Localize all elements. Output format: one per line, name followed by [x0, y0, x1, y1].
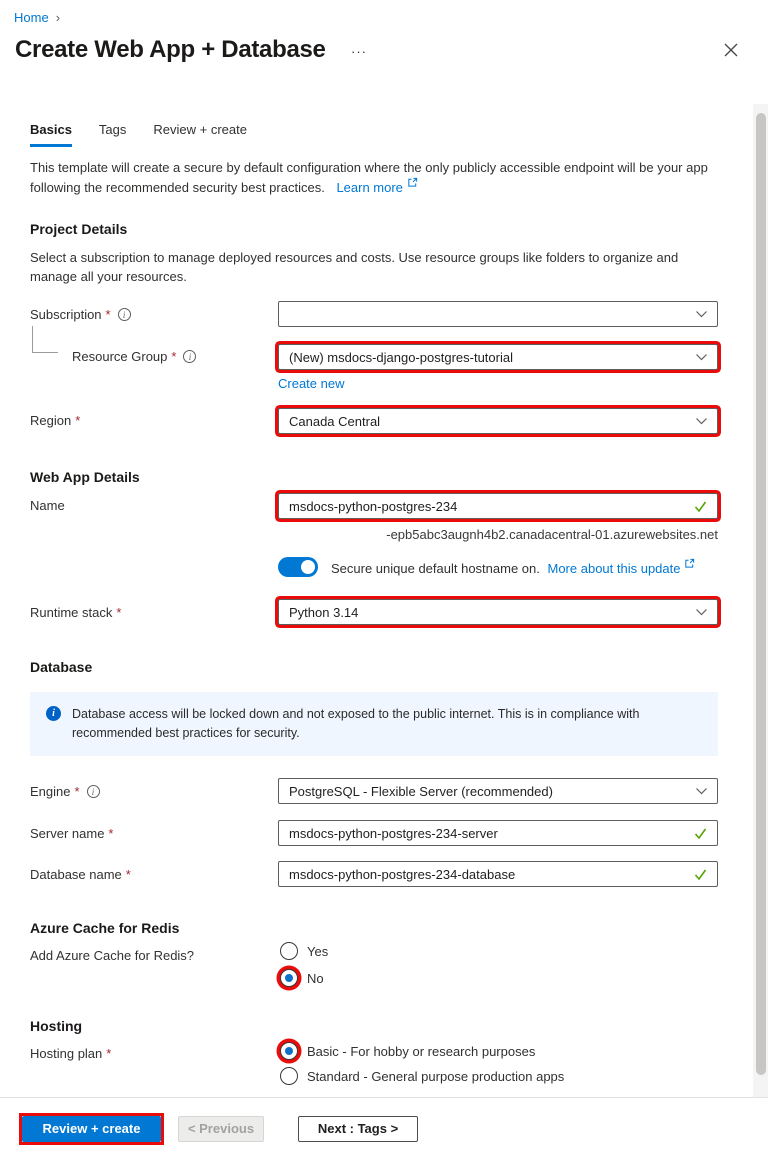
external-link-icon: [407, 180, 418, 195]
subscription-label: Subscription * i: [30, 307, 131, 322]
name-input[interactable]: msdocs-python-postgres-234: [278, 493, 718, 519]
info-icon[interactable]: i: [118, 308, 131, 321]
toggle-text: Secure unique default hostname on. More about this update: [331, 558, 695, 576]
valid-check-icon: [693, 499, 708, 514]
region-dropdown[interactable]: Canada Central: [278, 408, 718, 434]
chevron-down-icon: [695, 608, 708, 617]
name-label: Name: [30, 498, 65, 513]
redis-question-label: Add Azure Cache for Redis?: [30, 948, 195, 963]
hosting-option-basic[interactable]: [280, 1042, 535, 1060]
project-details-description: Select a subscription to manage deployed resources and costs. Use resource groups like folders to organize and manage all your resources.: [30, 250, 679, 284]
engine-label: Engine * i: [30, 784, 100, 799]
redis-option-yes[interactable]: [280, 942, 328, 960]
tab-bar: [30, 122, 247, 147]
required-asterisk: *: [125, 867, 131, 882]
required-asterisk: *: [105, 307, 111, 322]
server-name-input[interactable]: msdocs-python-postgres-234-server: [278, 820, 718, 846]
chevron-down-icon: [695, 417, 708, 426]
region-label: Region *: [30, 413, 81, 428]
secure-hostname-toggle[interactable]: [278, 557, 318, 577]
page-title: Create Web App + Database: [15, 36, 326, 63]
radio-label: No: [307, 970, 324, 986]
radio-icon: [280, 969, 298, 987]
valid-check-icon: [693, 867, 708, 882]
next-tags-button[interactable]: Next : Tags >: [298, 1116, 418, 1142]
runtime-stack-label: Runtime stack *: [30, 605, 122, 620]
breadcrumb-home-link[interactable]: Home: [14, 10, 49, 25]
redis-heading: Azure Cache for Redis: [30, 920, 180, 936]
radio-icon: [280, 1042, 298, 1060]
hosting-heading: Hosting: [30, 1018, 83, 1034]
engine-dropdown[interactable]: PostgreSQL - Flexible Server (recommended): [278, 778, 718, 804]
runtime-stack-dropdown[interactable]: Python 3.14: [278, 599, 718, 625]
create-new-link[interactable]: Create new: [278, 376, 345, 391]
review-create-button[interactable]: Review + create: [22, 1116, 161, 1142]
radio-label: Basic - For hobby or research purposes: [307, 1043, 536, 1059]
chevron-down-icon: [695, 353, 708, 362]
intro-text: This template will create a secure by default configuration where the only publicly accessible endpoint will be your app following the recommended security best practices. Learn more: [30, 160, 708, 195]
hostname-toggle-row: [278, 557, 695, 577]
scrollbar-thumb[interactable]: [756, 113, 766, 1075]
footer-divider: [0, 1097, 768, 1098]
resource-group-dropdown[interactable]: (New) msdocs-django-postgres-tutorial: [278, 344, 718, 370]
tab-basics[interactable]: Basics: [30, 122, 72, 147]
radio-icon: [280, 1067, 298, 1085]
database-info-banner: [30, 692, 718, 756]
indent-connector-line: [32, 326, 58, 353]
tab-review-create[interactable]: Review + create: [153, 122, 247, 137]
required-asterisk: *: [171, 349, 177, 364]
required-asterisk: *: [106, 1046, 112, 1061]
chevron-right-icon: ›: [55, 10, 61, 25]
hosting-plan-label: Hosting plan *: [30, 1046, 112, 1061]
more-about-update-link[interactable]: More about this update: [547, 561, 681, 576]
tab-tags[interactable]: Tags: [98, 122, 127, 137]
close-icon[interactable]: [723, 42, 739, 58]
breadcrumb: [14, 10, 60, 25]
resource-group-label: Resource Group * i: [72, 349, 196, 364]
review-create-annotation: [19, 1113, 164, 1145]
required-asterisk: *: [74, 784, 80, 799]
valid-check-icon: [693, 826, 708, 841]
project-details-heading: Project Details: [30, 221, 128, 237]
required-asterisk: *: [116, 605, 122, 620]
hosting-option-standard[interactable]: [280, 1067, 564, 1085]
learn-more-link[interactable]: Learn more: [336, 180, 403, 195]
hostname-suffix-text: -epb5abc3augnh4b2.canadacentral-01.azurewebsites.net: [386, 527, 718, 542]
radio-icon: [280, 942, 298, 960]
webapp-details-heading: Web App Details: [30, 469, 140, 485]
more-options-button[interactable]: ···: [351, 44, 367, 59]
info-icon[interactable]: i: [87, 785, 100, 798]
subscription-dropdown[interactable]: [278, 301, 718, 327]
server-name-label: Server name *: [30, 826, 114, 841]
banner-text: Database access will be locked down and not exposed to the public internet. This is in compliance with recommended best practices for security.: [72, 707, 640, 740]
database-name-label: Database name *: [30, 867, 131, 882]
previous-button: < Previous: [178, 1116, 264, 1142]
radio-label: Yes: [307, 943, 329, 959]
required-asterisk: *: [75, 413, 81, 428]
required-asterisk: *: [108, 826, 114, 841]
info-icon: i: [46, 706, 61, 721]
info-icon[interactable]: i: [183, 350, 196, 363]
radio-label: Standard - General purpose production apps: [307, 1068, 565, 1084]
database-heading: Database: [30, 659, 93, 675]
chevron-down-icon: [695, 787, 708, 796]
redis-option-no[interactable]: [280, 969, 324, 987]
chevron-down-icon: [695, 310, 708, 319]
database-name-input[interactable]: msdocs-python-postgres-234-database: [278, 861, 718, 887]
external-link-icon: [684, 561, 695, 576]
